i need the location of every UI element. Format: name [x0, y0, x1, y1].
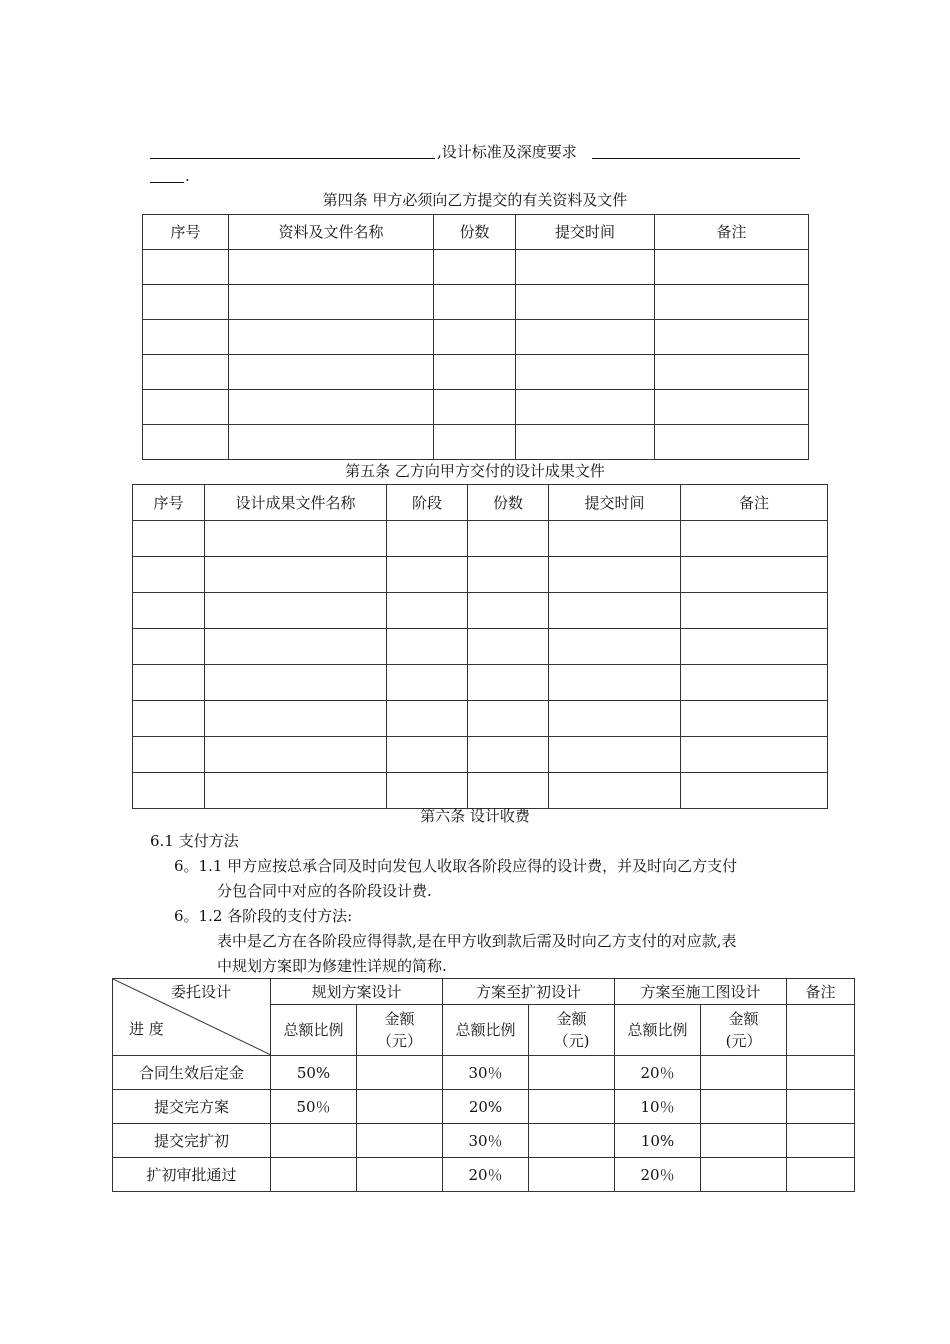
group-header: 备注: [787, 979, 855, 1005]
table-row: [133, 701, 828, 737]
table-cell: [529, 1158, 615, 1192]
header-cell: 提交时间: [516, 215, 655, 250]
table-cell: [529, 1124, 615, 1158]
unit-label: (元）: [725, 1032, 762, 1051]
table-cell: [133, 629, 205, 665]
table-cell: [516, 320, 655, 355]
table-cell: [357, 1124, 443, 1158]
table-row: [133, 521, 828, 557]
header-cell: 序号: [143, 215, 229, 250]
table-cell: [468, 701, 549, 737]
table-cell: [681, 521, 828, 557]
table-cell: [516, 285, 655, 320]
table-row: [133, 557, 828, 593]
table-cell: [205, 593, 387, 629]
table-cell: [655, 355, 809, 390]
ratio-cell: 10％: [615, 1090, 701, 1124]
row-label: 合同生效后定金: [113, 1056, 271, 1090]
header-cell: 份数: [434, 215, 516, 250]
table-cell: [205, 665, 387, 701]
subheader-amount: [357, 1005, 443, 1056]
table-cell: [229, 320, 434, 355]
table-cell: [143, 390, 229, 425]
corner-label-progress: 进 度: [129, 1020, 164, 1038]
table-cell: [681, 557, 828, 593]
table-cell: [549, 629, 681, 665]
fee-schedule-table: [112, 978, 855, 1192]
table-cell: [701, 1090, 787, 1124]
table-row: [143, 250, 809, 285]
table-cell: [387, 557, 468, 593]
row-label: 提交完方案: [113, 1090, 271, 1124]
table-row: [143, 425, 809, 460]
table-cell: [549, 737, 681, 773]
table-cell: [133, 737, 205, 773]
table-row: [133, 737, 828, 773]
table-cell: [205, 737, 387, 773]
table-cell: [229, 285, 434, 320]
diagonal-header-cell: [113, 979, 271, 1056]
clause-6-1-1: 6。1.1 甲方应按总承合同及时向发包人收取各阶段应得的设计费，并及时向乙方支付: [174, 857, 738, 875]
table-cell: [468, 773, 549, 809]
header-cell: 序号: [133, 485, 205, 521]
table-cell: [387, 701, 468, 737]
table-cell: [229, 250, 434, 285]
table-cell: [787, 1090, 855, 1124]
ratio-cell: [271, 1158, 357, 1192]
table-cell: [468, 593, 549, 629]
blank-line-standard: [592, 158, 800, 159]
table-cell: [529, 1056, 615, 1090]
unit-label: （元): [553, 1032, 590, 1051]
table-cell: [133, 593, 205, 629]
table-cell: [681, 629, 828, 665]
table-cell: [229, 355, 434, 390]
table-cell: [143, 425, 229, 460]
subheader-amount: [529, 1005, 615, 1056]
clause-6-1-1-cont: 分包合同中对应的各阶段设计费.: [217, 882, 432, 900]
table-cell: [133, 665, 205, 701]
line-end-period: .: [185, 167, 190, 185]
table-cell: [229, 425, 434, 460]
ratio-cell: 20％: [443, 1158, 529, 1192]
article5-table: [132, 484, 828, 809]
table-cell: [143, 355, 229, 390]
header-cell: 设计成果文件名称: [205, 485, 387, 521]
blank-line-project: [150, 158, 435, 159]
table-cell: [516, 250, 655, 285]
table-cell: [468, 557, 549, 593]
ratio-cell: 50％: [271, 1090, 357, 1124]
subheader-ratio: 总额比例: [615, 1005, 701, 1056]
table-cell: [143, 320, 229, 355]
table-cell: [549, 773, 681, 809]
subheader-ratio: 总额比例: [443, 1005, 529, 1056]
table-cell: [133, 557, 205, 593]
table-cell: [387, 629, 468, 665]
header-cell: 阶段: [387, 485, 468, 521]
table-cell: [787, 1005, 855, 1056]
table-cell: [681, 701, 828, 737]
ratio-cell: 20%: [443, 1090, 529, 1124]
table-row: [113, 1124, 855, 1158]
group-header: 规划方案设计: [271, 979, 443, 1005]
clause-6-1-2-desc-cont: 中规划方案即为修建性详规的简称.: [217, 957, 447, 975]
table-cell: [434, 250, 516, 285]
table-header-row: [143, 215, 809, 250]
table-row: [143, 355, 809, 390]
table-cell: [387, 737, 468, 773]
table-cell: [205, 773, 387, 809]
group-header: 方案至施工图设计: [615, 979, 787, 1005]
table-cell: [549, 557, 681, 593]
table-row: [113, 1056, 855, 1090]
table-cell: [681, 665, 828, 701]
table-cell: [655, 285, 809, 320]
table-cell: [549, 665, 681, 701]
amount-label: 金额: [728, 1010, 759, 1029]
table-cell: [787, 1056, 855, 1090]
table-cell: [387, 665, 468, 701]
table-cell: [133, 773, 205, 809]
header-cell: 资料及文件名称: [229, 215, 434, 250]
ratio-cell: 30％: [443, 1056, 529, 1090]
table-cell: [229, 390, 434, 425]
ratio-cell: 30％: [443, 1124, 529, 1158]
row-label: 提交完扩初: [113, 1124, 271, 1158]
table-cell: [701, 1056, 787, 1090]
table-cell: [434, 320, 516, 355]
header-cell: 备注: [681, 485, 828, 521]
table-header-row: [113, 979, 855, 1005]
table-cell: [387, 593, 468, 629]
table-cell: [133, 701, 205, 737]
subheader-ratio: 总额比例: [271, 1005, 357, 1056]
table-cell: [549, 593, 681, 629]
table-cell: [516, 390, 655, 425]
table-cell: [357, 1090, 443, 1124]
table-cell: [434, 425, 516, 460]
article4-table: [142, 214, 809, 460]
table-row: [113, 1158, 855, 1192]
table-cell: [549, 521, 681, 557]
table-cell: [468, 737, 549, 773]
amount-label: 金额: [556, 1010, 587, 1029]
table-cell: [387, 773, 468, 809]
design-standard-label: ,设计标准及深度要求: [437, 143, 577, 161]
table-cell: [468, 629, 549, 665]
ratio-cell: [271, 1124, 357, 1158]
table-cell: [205, 557, 387, 593]
table-cell: [434, 355, 516, 390]
unit-label: （元）: [377, 1032, 423, 1051]
article6-heading: 第六条 设计收费: [420, 807, 530, 825]
table-row: [143, 320, 809, 355]
table-cell: [549, 701, 681, 737]
clause-6-1-2: 6。1.2 各阶段的支付方法:: [174, 907, 353, 925]
table-row: [113, 1090, 855, 1124]
table-cell: [787, 1158, 855, 1192]
subheader-amount: [701, 1005, 787, 1056]
article5-heading: 第五条 乙方向甲方交付的设计成果文件: [345, 462, 605, 480]
table-row: [133, 593, 828, 629]
table-cell: [205, 629, 387, 665]
table-row: [133, 773, 828, 809]
table-cell: [655, 390, 809, 425]
row-label: 扩初审批通过: [113, 1158, 271, 1192]
table-header-row: [133, 485, 828, 521]
table-cell: [655, 425, 809, 460]
table-cell: [434, 390, 516, 425]
table-cell: [357, 1158, 443, 1192]
table-cell: [133, 521, 205, 557]
table-cell: [468, 521, 549, 557]
table-cell: [655, 320, 809, 355]
table-cell: [516, 355, 655, 390]
header-cell: 份数: [468, 485, 549, 521]
header-cell: 提交时间: [549, 485, 681, 521]
clause-6-1-2-desc: 表中是乙方在各阶段应得得款,是在甲方收到款后需及时向乙方支付的对应款,表: [217, 932, 737, 950]
ratio-cell: 20％: [615, 1056, 701, 1090]
table-cell: [681, 593, 828, 629]
table-cell: [205, 521, 387, 557]
table-cell: [468, 665, 549, 701]
ratio-cell: 50%: [271, 1056, 357, 1090]
table-cell: [387, 521, 468, 557]
section-6-1: 6.1 支付方法: [150, 832, 239, 850]
ratio-cell: 20％: [615, 1158, 701, 1192]
table-cell: [529, 1090, 615, 1124]
table-cell: [357, 1056, 443, 1090]
table-cell: [516, 425, 655, 460]
table-cell: [701, 1158, 787, 1192]
table-cell: [143, 285, 229, 320]
table-row: [143, 285, 809, 320]
amount-label: 金额: [384, 1010, 415, 1029]
table-cell: [205, 701, 387, 737]
corner-label-design: 委托设计: [171, 983, 232, 1001]
table-cell: [701, 1124, 787, 1158]
table-cell: [681, 773, 828, 809]
header-cell: 备注: [655, 215, 809, 250]
table-row: [133, 665, 828, 701]
group-header: 方案至扩初设计: [443, 979, 615, 1005]
article4-heading: 第四条 甲方必须向乙方提交的有关资料及文件: [322, 191, 628, 209]
table-row: [143, 390, 809, 425]
table-cell: [787, 1124, 855, 1158]
table-cell: [655, 250, 809, 285]
table-cell: [434, 285, 516, 320]
blank-line-standard-cont: [150, 182, 184, 183]
table-cell: [681, 737, 828, 773]
table-cell: [143, 250, 229, 285]
table-row: [133, 629, 828, 665]
ratio-cell: 10%: [615, 1124, 701, 1158]
